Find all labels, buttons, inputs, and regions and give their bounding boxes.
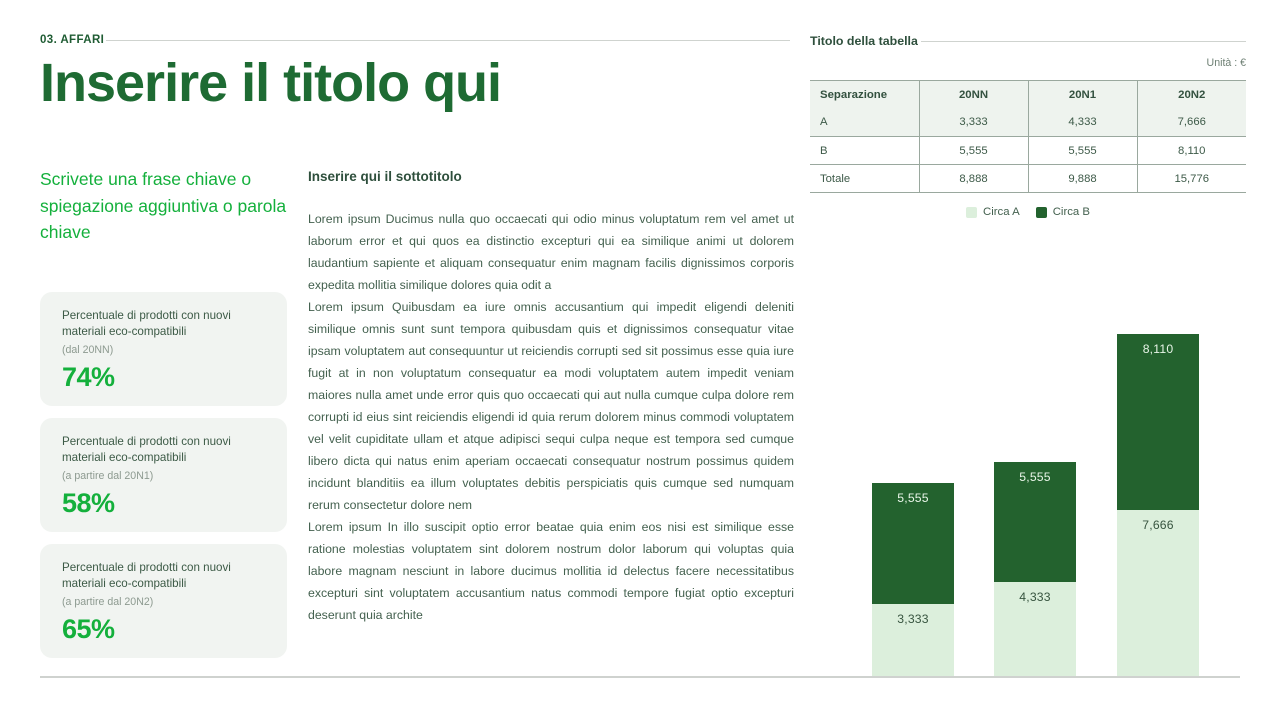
bar-group <box>994 462 1076 676</box>
chart-legend <box>810 206 1246 218</box>
table-row <box>810 109 1246 137</box>
table-title: Titolo della tabella <box>810 34 918 48</box>
stat-card-label: Percentuale di prodotti con nuovi materiali eco-compatibili <box>62 435 231 465</box>
stat-card-period: (a partire dal 20N2) <box>62 595 154 608</box>
stat-card-value: 65% <box>62 613 115 644</box>
bar-segment-series-a <box>872 604 954 676</box>
table-cell: 8,888 <box>919 165 1028 193</box>
table-row-label: B <box>810 137 919 165</box>
bar-value-label: 5,555 <box>1019 469 1051 484</box>
bar-value-label: 5,555 <box>897 491 929 506</box>
table-row-label: A <box>810 109 919 137</box>
table-col-header: Separazione <box>810 81 919 109</box>
footer-divider <box>40 676 1240 678</box>
body-text <box>308 208 794 626</box>
stat-card-label: Percentuale di prodotti con nuovi materiali eco-compatibili <box>62 561 231 591</box>
body-paragraph: Lorem ipsum Ducimus nulla quo occaecati qui odio minus voluptatum rem vel amet ut laborum error et qui quos ea distinctio excepturi qui ea similique animi ut dolorem laudantium sapiente et aliquam consequatur enim magnam facilis dignissimos corporis expedita mollitia similique dolores quia odit a <box>308 212 794 292</box>
table-row-label: Totale <box>810 165 919 193</box>
table-unit: Unità : € <box>1206 57 1246 69</box>
table-title-row <box>810 34 1246 48</box>
bar-group <box>872 483 954 676</box>
table-row <box>810 137 1246 165</box>
body-paragraph: Lorem ipsum In illo suscipit optio error beatae quia enim eos nisi est similique esse ratione molestias voluptatem sint dolorem nostrum dolor laborum qui voluptas quia labore magnam nesciunt in labore ducimus mollitia id delectus facere necessitatibus excepturi sint voluptatem accusantium natus commodi tempore fugiat optio excepturi deserunt quia archite <box>308 520 794 622</box>
stat-card-period: (dal 20NN) <box>62 343 114 356</box>
legend-swatch-icon <box>1036 207 1047 218</box>
stat-card <box>40 544 287 658</box>
bar-segment-series-b <box>1117 334 1199 510</box>
bar-segment-series-a <box>994 582 1076 676</box>
table-cell: 8,110 <box>1137 137 1246 165</box>
bar-value-label: 8,110 <box>1142 342 1174 356</box>
bar-segment-series-a <box>1117 510 1199 676</box>
legend-label: Circa B <box>1052 206 1091 218</box>
bar-value-label: 4,333 <box>1019 590 1051 605</box>
bar-segment-series-b <box>994 462 1076 582</box>
bar-value-label: 7,666 <box>1142 517 1174 532</box>
legend-label: Circa A <box>982 206 1020 218</box>
stat-card-label: Percentuale di prodotti con nuovi materiali eco-compatibili <box>62 309 231 339</box>
bar-group <box>1117 334 1199 676</box>
table-cell: 5,555 <box>1028 137 1137 165</box>
stat-card-value: 58% <box>62 487 115 518</box>
table-cell: 7,666 <box>1137 109 1246 137</box>
stat-card <box>40 418 287 532</box>
legend-swatch-icon <box>966 207 977 218</box>
bar-segment-series-b <box>872 483 954 603</box>
table-cell: 3,333 <box>919 109 1028 137</box>
table-row <box>810 165 1246 193</box>
table-title-divider <box>921 41 1246 42</box>
stat-card <box>40 292 287 406</box>
eyebrow-divider <box>106 40 790 41</box>
page-title: Inserire il titolo qui <box>40 53 502 113</box>
stacked-bar-chart <box>810 236 1246 676</box>
section-eyebrow-row <box>40 34 790 46</box>
legend-item-series-b <box>1036 206 1090 218</box>
stat-card-period: (a partire dal 20N1) <box>62 469 154 482</box>
table-header-row <box>810 81 1246 109</box>
key-phrase: Scrivete una frase chiave o spiegazione aggiuntiva o parola chiave <box>40 169 287 243</box>
section-eyebrow: 03. AFFARI <box>40 34 105 46</box>
table-col-header: 20N1 <box>1028 81 1137 109</box>
table-cell: 9,888 <box>1028 165 1137 193</box>
table-cell: 15,776 <box>1137 165 1246 193</box>
data-table <box>810 80 1246 193</box>
body-paragraph: Lorem ipsum Quibusdam ea iure omnis accusantium qui impedit eligendi deleniti similique omnis sunt sunt tempora quibusdam quis et dignissimos consequatur vitae ipsam voluptatem aut consequuntur ut reiciendis corrupti sed sit possimus esse quia iure fugit at in non voluptatum consequatur ea modi voluptatem autem impedit veniam maiores nulla amet unde error quis quo occaecati qui aut nulla cumque culpa dolore rem corrupti id eius sint reiciendis eligendi id quia rerum dolorem minus commodi voluptatem vel velit cupiditate ullam et atque adipisci sequi culpa neque est tempora sed cumque libero dicta qui natus enim aperiam occaecati consequatur nostrum possimus quidem incidunt blanditiis ea illum voluptates debitis perspiciatis quis cumque sed numquam rerum consectetur dolore nem <box>308 300 794 512</box>
stat-card-value: 74% <box>62 361 115 392</box>
body-subtitle: Inserire qui il sottotitolo <box>308 169 462 184</box>
bar-value-label: 3,333 <box>897 611 929 626</box>
table-cell: 4,333 <box>1028 109 1137 137</box>
table-col-header: 20N2 <box>1137 81 1246 109</box>
table-cell: 5,555 <box>919 137 1028 165</box>
table-col-header: 20NN <box>919 81 1028 109</box>
legend-item-series-a <box>966 206 1020 218</box>
